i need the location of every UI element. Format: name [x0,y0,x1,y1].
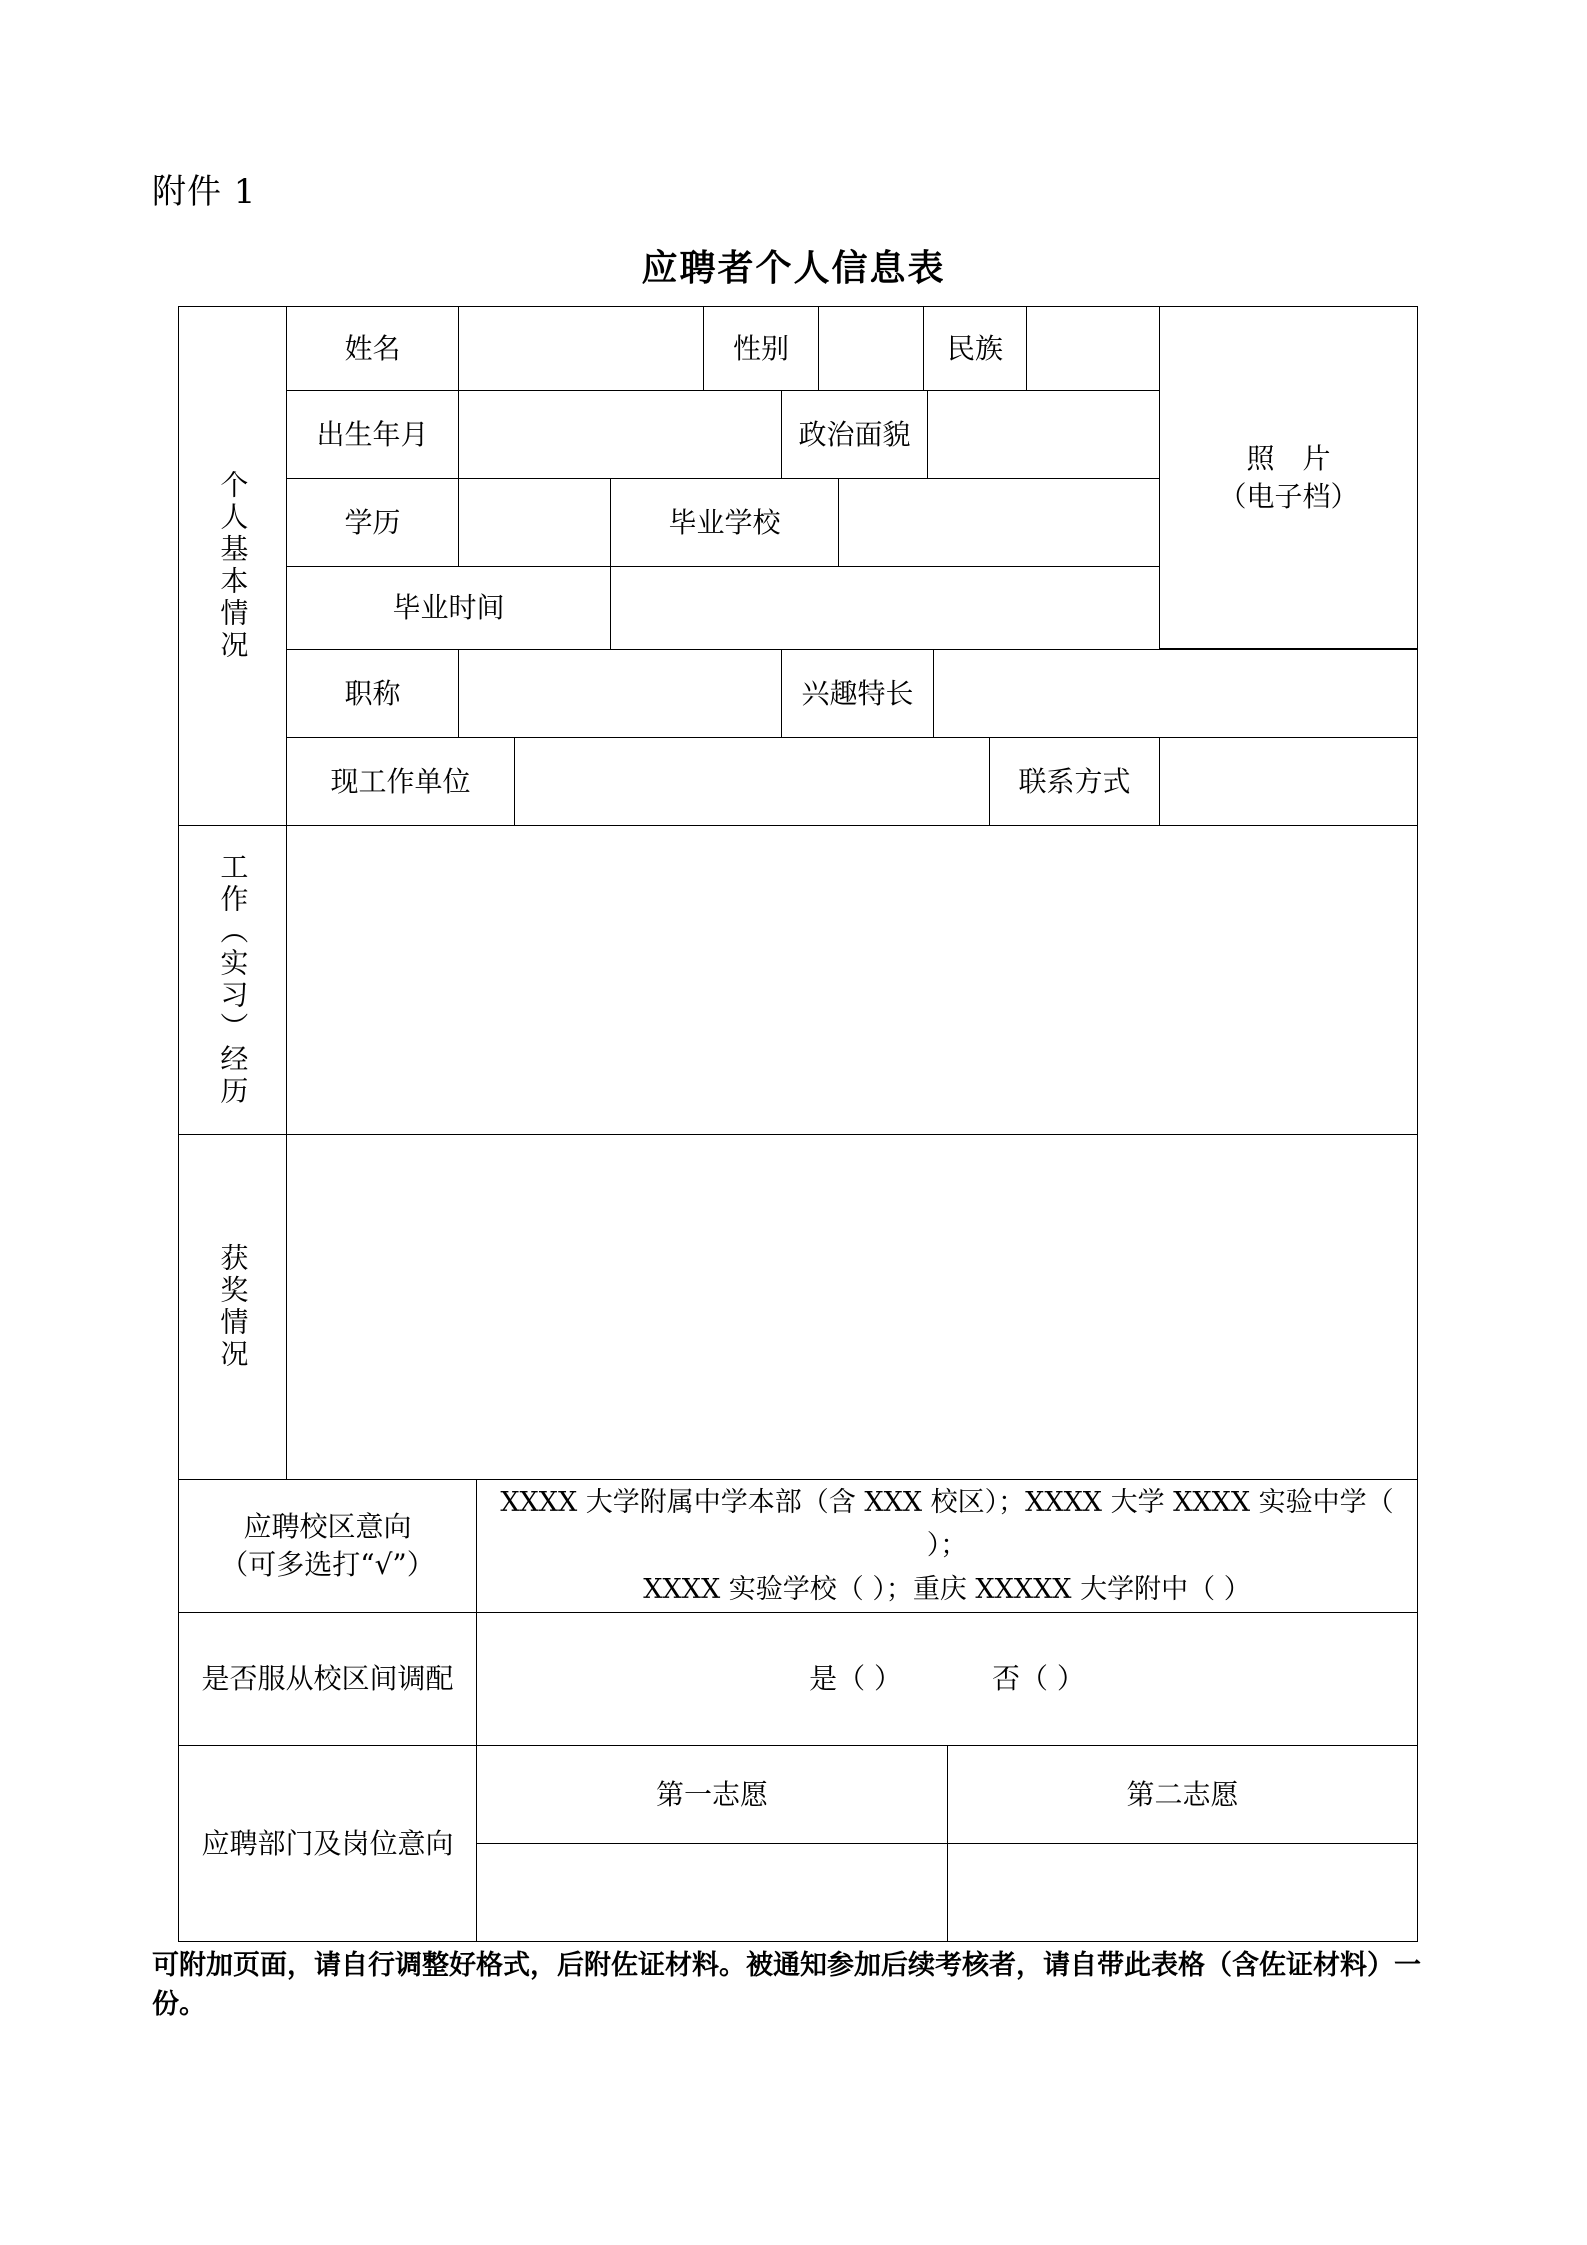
hobby-label: 兴趣特长 [781,649,934,738]
transfer-options-cell[interactable] [476,1612,1418,1746]
campus-label: 应聘校区意向 [243,1510,412,1544]
ethnicity-label: 民族 [923,306,1027,391]
education-field[interactable] [458,478,611,567]
basic-info-heading-cell [178,306,287,826]
work-history-heading: 工作（实习）经历 [216,852,250,1108]
photo-subtitle: （电子档） [1218,479,1359,513]
title-field[interactable] [458,649,782,738]
awards-heading: 获奖情况 [216,1243,250,1371]
transfer-label: 是否服从校区间调配 [178,1612,477,1746]
position-label: 应聘部门及岗位意向 [178,1745,477,1942]
photo-label: 照 片 [1246,441,1331,475]
hobby-field[interactable] [933,649,1418,738]
employer-field[interactable] [514,737,990,826]
awards-field[interactable] [286,1134,1418,1480]
name-label: 姓名 [286,306,459,391]
gender-label: 性别 [703,306,819,391]
campus-options-line-2: XXXX 实验学校（ ）；重庆 XXXXX 大学附中（ ） [643,1573,1251,1605]
basic-info-heading: 个人基本情况 [216,470,250,662]
title-label: 职称 [286,649,459,738]
contact-label: 联系方式 [989,737,1160,826]
footnote: 可附加页面，请自行调整好格式，后附佐证材料。被通知参加后续考核者，请自带此表格（含佐证材料）一份。 [152,1950,1421,2021]
second-choice-header: 第二志愿 [947,1745,1418,1844]
political-field[interactable] [927,390,1160,479]
contact-field[interactable] [1159,737,1418,826]
grad-time-label: 毕业时间 [286,566,611,650]
transfer-yes-option[interactable]: 是（ ） [809,1662,902,1696]
annex-label: 附件 1 [152,172,257,212]
form-title: 应聘者个人信息表 [641,247,946,289]
birth-field[interactable] [458,390,782,479]
employer-label: 现工作单位 [286,737,515,826]
photo-box[interactable] [1159,306,1418,649]
education-label: 学历 [286,478,459,567]
work-history-field[interactable] [286,825,1418,1135]
name-field[interactable] [458,306,704,391]
second-choice-field[interactable] [947,1843,1418,1942]
campus-options-line-1: XXXX 大学附属中学本部（含 XXX 校区）；XXXX 大学 XXXX 实验中学（ ）； [500,1487,1394,1562]
campus-label-cell [178,1479,477,1613]
transfer-no-option[interactable]: 否（ ） [992,1662,1085,1696]
applicant-info-form [178,306,1418,1942]
campus-multi-hint: （可多选打“√”） [220,1548,435,1581]
school-field[interactable] [838,478,1160,567]
first-choice-field[interactable] [476,1843,948,1942]
awards-heading-cell [178,1134,287,1480]
work-history-heading-cell [178,825,287,1135]
gender-field[interactable] [818,306,924,391]
political-label: 政治面貌 [781,390,928,479]
school-label: 毕业学校 [610,478,839,567]
grad-time-field[interactable] [610,566,1160,650]
first-choice-header: 第一志愿 [476,1745,948,1844]
ethnicity-field[interactable] [1026,306,1160,391]
birth-label: 出生年月 [286,390,459,479]
campus-options-cell[interactable] [476,1479,1418,1613]
